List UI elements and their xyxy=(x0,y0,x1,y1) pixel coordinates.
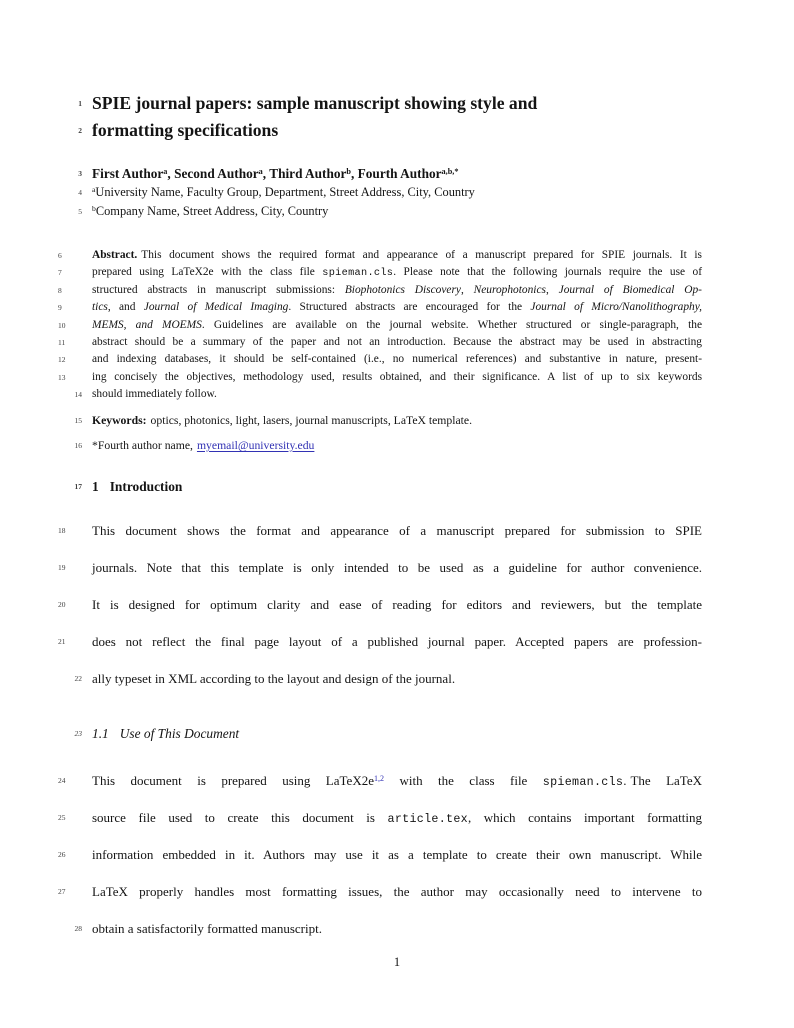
line-number: 19 xyxy=(58,563,66,573)
document-line xyxy=(58,334,702,351)
line-text xyxy=(92,301,702,313)
text-segment: a xyxy=(92,185,96,195)
text-segment: 1 xyxy=(92,479,99,495)
line-text xyxy=(92,810,702,825)
keywords xyxy=(74,412,702,429)
text-segment: 1.1 xyxy=(92,726,109,742)
text-segment: optics, photonics, light, lasers, journal manuscripts, LaTeX template. xyxy=(150,413,473,427)
line-number: 28 xyxy=(74,924,82,934)
text-segment: a xyxy=(163,166,168,176)
text-segment: b xyxy=(346,166,352,176)
text-segment: Journal of Biomedical Op- xyxy=(558,283,702,296)
text-segment: formatting specifications xyxy=(92,120,279,140)
line-text xyxy=(92,353,702,365)
text-segment: It is designed for optimum clarity and ease of reading for editors and reviewers, but the template xyxy=(92,597,702,613)
text-segment: MEMS, and MOEMS xyxy=(92,318,202,331)
line-text xyxy=(92,319,702,331)
document-line xyxy=(74,477,702,496)
line-text xyxy=(92,336,702,348)
line-text xyxy=(92,166,458,181)
line-number: 5 xyxy=(78,207,82,216)
line-text xyxy=(92,414,472,427)
text-segment: with the class file xyxy=(384,773,543,789)
line-text xyxy=(92,671,455,686)
text-segment: Neurophotonics xyxy=(473,283,546,296)
text-segment: , xyxy=(545,283,559,296)
line-text xyxy=(92,185,475,199)
text-segment: should immediately follow. xyxy=(92,388,217,401)
document-line xyxy=(74,910,702,947)
document-line xyxy=(78,202,702,221)
line-number: 27 xyxy=(58,887,66,897)
line-text xyxy=(92,388,217,400)
author-footnote xyxy=(74,437,702,454)
line-text xyxy=(92,120,278,140)
text-segment: prepared using LaTeX2e with the class file xyxy=(92,266,323,279)
document-line xyxy=(58,317,702,334)
document-line xyxy=(58,247,702,264)
text-segment: , Fourth Author xyxy=(351,166,442,181)
text-segment: a,b,* xyxy=(441,166,459,176)
use-of-document-paragraph xyxy=(58,762,702,947)
line-number: 21 xyxy=(58,637,66,647)
page-number-footer xyxy=(92,955,702,970)
introduction-paragraph xyxy=(58,512,702,697)
line-number: 3 xyxy=(78,169,82,178)
document-line xyxy=(74,437,702,454)
text-segment: b xyxy=(92,204,96,214)
author-block xyxy=(78,164,702,221)
document-line xyxy=(58,873,702,910)
text-segment: This document shows the format and appearance of a manuscript prepared for submission to SPIE xyxy=(92,523,702,539)
document-line xyxy=(58,351,702,368)
text-segment: Biophotonics Discovery xyxy=(344,283,461,296)
document-line xyxy=(78,117,702,144)
document-line xyxy=(74,660,702,697)
line-text xyxy=(92,439,314,452)
line-number: 16 xyxy=(74,440,82,450)
line-number: 20 xyxy=(58,600,66,610)
text-segment: , Second Author xyxy=(167,166,259,181)
document-line xyxy=(58,512,702,549)
text-segment: a xyxy=(258,166,263,176)
line-number: 12 xyxy=(58,355,66,365)
text-segment: SPIE journal papers: sample manuscript showing style and xyxy=(92,93,538,113)
text-segment: . Structured abstracts are encouraged for the xyxy=(288,301,531,314)
paper-title xyxy=(78,90,702,144)
document-line xyxy=(58,264,702,281)
text-segment: source file used to create this document is xyxy=(92,810,388,826)
line-number: 6 xyxy=(58,251,62,260)
document-line xyxy=(58,799,702,836)
text-segment: does not reflect the final page layout of a published journal paper. Accepted papers are profession- xyxy=(92,634,702,650)
email-link[interactable]: myemail@university.edu xyxy=(196,438,315,452)
text-segment: Journal of Micro/Nanolithography, xyxy=(530,301,702,314)
line-text xyxy=(92,204,328,218)
line-number: 24 xyxy=(58,776,66,786)
text-segment: spieman.cls xyxy=(542,775,624,790)
text-segment: This document shows the required format and appearance of a manuscript prepared for SPIE journals. It is xyxy=(141,249,702,261)
text-segment: Abstract. xyxy=(92,249,138,261)
text-column xyxy=(58,0,702,947)
line-number: 26 xyxy=(58,850,66,860)
text-segment: Introduction xyxy=(109,479,183,495)
text-segment: ally typeset in XML according to the layout and design of the journal. xyxy=(92,671,456,687)
line-text xyxy=(92,773,702,788)
line-text xyxy=(92,266,702,278)
line-number: 22 xyxy=(74,674,82,684)
text-segment: Keywords: xyxy=(92,413,147,427)
text-segment: Company Name, Street Address, City, Country xyxy=(95,204,329,218)
text-segment: . xyxy=(623,773,627,789)
text-segment: spieman.cls xyxy=(322,267,394,280)
document-line xyxy=(58,762,702,799)
line-number: 8 xyxy=(58,285,62,295)
document-line xyxy=(58,623,702,660)
line-text xyxy=(92,634,702,649)
line-text xyxy=(92,284,702,296)
text-segment: and indexing databases, it should be self-contained (i.e., no numerical references) and substantive in nature, present- xyxy=(92,353,702,366)
document-line xyxy=(74,412,702,429)
section-heading-introduction xyxy=(74,477,702,496)
line-text xyxy=(92,93,537,113)
text-segment: , which contains important formatting xyxy=(467,810,702,826)
document-line xyxy=(58,282,702,299)
text-segment: . Guidelines are available on the journal website. Whether structured or single-paragraph, the xyxy=(201,318,702,331)
text-segment: Use of This Document xyxy=(119,726,240,742)
text-segment: journals. Note that this template is only intended to be used as a guideline for author convenience. xyxy=(92,560,702,576)
document-line xyxy=(58,369,702,386)
text-segment: information embedded in it. Authors may use it as a template to create their own manuscript. While xyxy=(92,847,702,863)
line-text xyxy=(92,884,702,899)
line-text xyxy=(92,847,702,862)
text-segment: ing concisely the objectives, methodology used, results obtained, and their significance. A list of up to six keywords xyxy=(92,370,702,383)
line-number: 23 xyxy=(74,729,82,739)
line-text xyxy=(92,921,322,936)
text-segment: University Name, Faculty Group, Department, Street Address, City, Country xyxy=(95,185,475,199)
text-segment: *Fourth author name, xyxy=(92,438,193,452)
text-segment: tics xyxy=(92,301,108,314)
text-segment: abstract should be a summary of the paper and not an introduction. Because the abstract may be used in abstracting xyxy=(92,335,702,348)
line-number: 18 xyxy=(58,526,66,536)
page-number: 1 xyxy=(393,955,401,969)
text-segment: Journal of Medical Imaging xyxy=(143,301,289,314)
line-text xyxy=(92,560,702,575)
document-line xyxy=(58,836,702,873)
document-line xyxy=(58,549,702,586)
text-segment: , Third Author xyxy=(262,166,347,181)
text-segment: , xyxy=(460,283,474,296)
line-text xyxy=(92,597,702,612)
citation-link[interactable]: 1,2 xyxy=(373,774,385,784)
document-line xyxy=(58,586,702,623)
subsection-heading-use-of-this-document xyxy=(74,724,702,743)
line-number: 25 xyxy=(58,813,66,823)
line-number: 14 xyxy=(74,390,82,400)
line-number: 4 xyxy=(78,188,82,197)
text-segment: article.tex xyxy=(387,812,468,827)
line-number: 17 xyxy=(74,482,82,492)
line-number: 2 xyxy=(78,126,82,135)
line-text xyxy=(92,523,702,538)
document-line xyxy=(74,386,702,403)
text-segment: . Please note that the following journals require the use of xyxy=(393,266,702,279)
text-segment: , and xyxy=(107,301,144,314)
document-line xyxy=(74,724,702,743)
line-number: 7 xyxy=(58,268,62,278)
line-text xyxy=(92,726,239,741)
line-number: 15 xyxy=(74,415,82,425)
document-line xyxy=(78,183,702,202)
text-segment: This document is prepared using LaTeX2e xyxy=(92,773,374,789)
abstract xyxy=(58,247,702,404)
document-line xyxy=(58,299,702,316)
document-line xyxy=(78,90,702,117)
text-segment: LaTeX properly handles most formatting issues, the author may occasionally need to intervene to xyxy=(92,884,702,900)
line-number: 9 xyxy=(58,303,62,313)
line-number: 10 xyxy=(58,320,66,330)
text-segment: obtain a satisfactorily formatted manuscript. xyxy=(92,921,322,937)
document-line xyxy=(78,164,702,183)
line-text xyxy=(92,249,702,261)
line-number: 13 xyxy=(58,372,66,382)
line-text xyxy=(92,371,702,383)
line-text xyxy=(92,479,182,494)
text-segment: First Author xyxy=(92,166,164,181)
line-number: 1 xyxy=(78,99,82,108)
line-number: 11 xyxy=(58,337,66,347)
text-segment: The LaTeX xyxy=(630,773,702,789)
text-segment: structured abstracts in manuscript submissions: xyxy=(92,283,345,296)
